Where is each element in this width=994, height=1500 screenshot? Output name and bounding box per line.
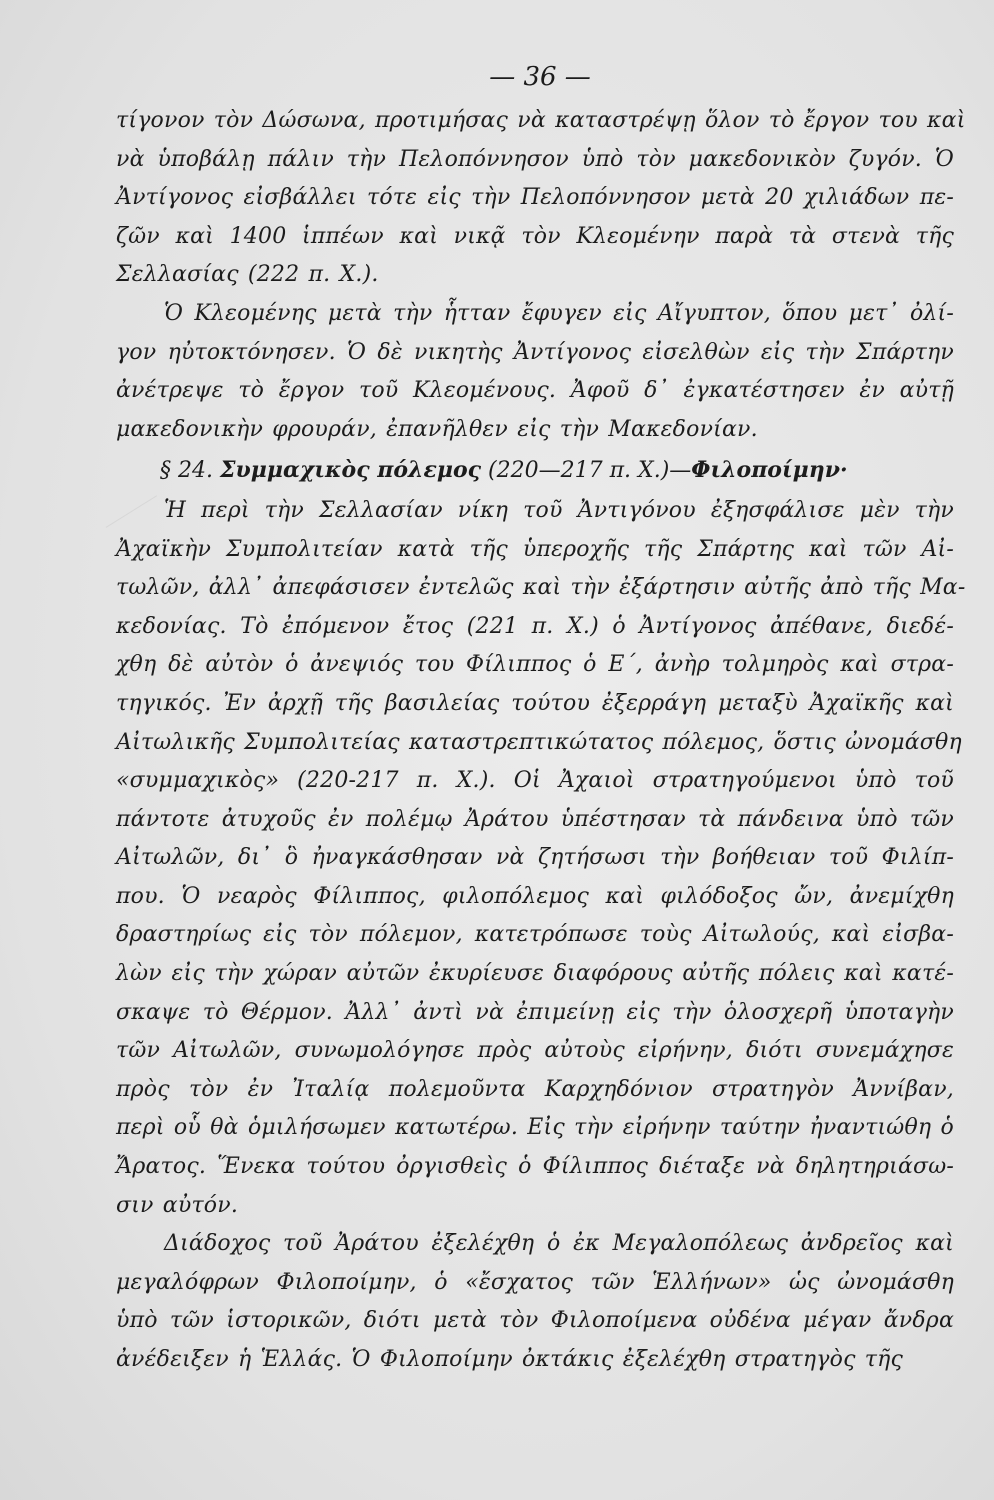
text-line: περὶ οὗ θὰ ὁμιλήσωμεν κατωτέρω. Εἰς τὴν εἰρήνην ταύτην ἠναντιώθη ὁ <box>116 1115 954 1141</box>
text-line: Αἰτωλικῆς Συμπολιτείας καταστρεπτικώτατος πόλεμος, ὅστις ὠνομάσθη <box>116 729 962 755</box>
section-title: Συμμαχικὸς πόλεμος <box>219 457 482 484</box>
section-dates: (220—217 π. Χ.)— <box>488 458 692 484</box>
text-line: που. Ὁ νεαρὸς Φίλιππος, φιλοπόλεμος καὶ φιλόδοξος ὤν, ἀνεμίχθη <box>116 883 954 909</box>
section-symbol: § 24. <box>160 458 213 484</box>
text-line: «συμμαχικὸς» (220-217 π. Χ.). Οἱ Ἀχαιοὶ στρατηγούμενοι ὑπὸ τοῦ <box>116 768 954 794</box>
paragraph <box>116 492 966 1225</box>
text-line: ὑπὸ τῶν ἱστορικῶν, διότι μετὰ τὸν Φιλοποίμενα οὐδένα μέγαν ἄνδρα <box>116 1308 954 1334</box>
section-heading <box>116 451 954 490</box>
text-line: Σελλασίας (222 π. Χ.). <box>116 262 379 288</box>
text-line: σκαψε τὸ Θέρμον. Ἀλλ᾽ ἀντὶ νὰ ἐπιμείνῃ εἰς τὴν ὁλοσχερῆ ὑποταγὴν <box>116 999 954 1025</box>
text-line: Ὁ Κλεομένης μετὰ τὴν ἧτταν ἔφυγεν εἰς Αἴγυπτον, ὅπου μετ᾽ ὀλί- <box>164 300 954 326</box>
paragraph <box>116 295 954 449</box>
text-line: ἀνέτρεψε τὸ ἔργον τοῦ Κλεομένους. Ἀφοῦ δ᾽ ἐγκατέστησεν ἐν αὐτῇ <box>116 378 954 404</box>
paragraph <box>116 1225 954 1379</box>
text-line: γον ηὐτοκτόνησεν. Ὁ δὲ νικητὴς Ἀντίγονος εἰσελθὼν εἰς τὴν Σπάρτην <box>116 339 954 365</box>
page-number: — 36 — <box>489 62 591 92</box>
text-line: τηγικός. Ἐν ἀρχῇ τῆς βασιλείας τούτου ἐξερράγη μεταξὺ Ἀχαϊκῆς καὶ <box>116 690 954 716</box>
text-line: Ἄρατος. Ἕνεκα τούτου ὀργισθεὶς ὁ Φίλιππος διέταξε νὰ δηλητηριάσω- <box>116 1154 954 1180</box>
text-line: Διάδοχος τοῦ Ἀράτου ἐξελέχθη ὁ ἐκ Μεγαλοπόλεως ἀνδρεῖος καὶ <box>164 1231 954 1257</box>
text-line: Ἡ περὶ τὴν Σελλασίαν νίκη τοῦ Ἀντιγόνου ἐξησφάλισε μὲν τὴν <box>164 497 954 523</box>
text-line: μακεδονικὴν φρουράν, ἐπανῆλθεν εἰς τὴν Μακεδονίαν. <box>116 416 758 442</box>
text-after-section <box>116 492 966 1380</box>
text-line: χθη δὲ αὐτὸν ὁ ἀνεψιός του Φίλιππος ὁ Ε΄, ἀνὴρ τολμηρὸς καὶ στρα- <box>116 652 954 678</box>
paragraph <box>116 102 966 295</box>
text-line: τωλῶν, ἀλλ᾽ ἀπεφάσισεν ἐντελῶς καὶ τὴν ἐξάρτησιν αὐτῆς ἀπὸ τῆς Μα- <box>116 575 966 601</box>
text-line: σιν αὐτόν. <box>116 1192 239 1218</box>
body-text <box>116 102 966 1380</box>
section-name: Φιλοποίμην· <box>691 457 848 484</box>
text-line: λὼν εἰς τὴν χώραν αὐτῶν ἐκυρίευσε διαφόρους αὐτῆς πόλεις καὶ κατέ- <box>116 961 954 987</box>
text-before-section <box>116 102 966 449</box>
text-line: μεγαλόφρων Φιλοποίμην, ὁ «ἔσχατος τῶν Ἑλλήνων» ὡς ὠνομάσθη <box>116 1269 954 1295</box>
text-line: τῶν Αἰτωλῶν, συνωμολόγησε πρὸς αὐτοὺς εἰρήνην, διότι συνεμάχησε <box>116 1038 954 1064</box>
text-line: Ἀντίγονος εἰσβάλλει τότε εἰς τὴν Πελοπόννησον μετὰ 20 χιλιάδων πε- <box>116 185 954 211</box>
text-line: Αἰτωλῶν, δι᾽ ὃ ἠναγκάσθησαν νὰ ζητήσωσι τὴν βοήθειαν τοῦ Φιλίπ- <box>116 845 954 871</box>
text-line: τίγονον τὸν Δώσωνα, προτιμήσας νὰ καταστρέψῃ ὅλον τὸ ἔργον του καὶ <box>116 108 966 133</box>
text-line: νὰ ὑποβάλῃ πάλιν τὴν Πελοπόννησον ὑπὸ τὸν μακεδονικὸν ζυγόν. Ὁ <box>116 146 954 172</box>
text-line: δραστηρίως εἰς τὸν πόλεμον, κατετρόπωσε τοὺς Αἰτωλούς, καὶ εἰσβα- <box>116 922 954 948</box>
text-line: πάντοτε ἀτυχοῦς ἐν πολέμῳ Ἀράτου ὑπέστησαν τὰ πάνδεινα ὑπὸ τῶν <box>116 806 954 832</box>
text-line: κεδονίας. Τὸ ἐπόμενον ἔτος (221 π. Χ.) ὁ Ἀντίγονος ἀπέθανε, διεδέ- <box>116 613 954 639</box>
text-line: Ἀχαϊκὴν Συμπολιτείαν κατὰ τῆς ὑπεροχῆς τῆς Σπάρτης καὶ τῶν Αἰ- <box>116 536 954 562</box>
text-line: ζῶν καὶ 1400 ἱππέων καὶ νικᾷ τὸν Κλεομένην παρὰ τὰ στενὰ τῆς <box>116 223 954 249</box>
text-line: ἀνέδειξεν ἡ Ἑλλάς. Ὁ Φιλοποίμην ὀκτάκις ἐξελέχθη στρατηγὸς τῆς <box>116 1347 904 1372</box>
text-line: πρὸς τὸν ἐν Ἰταλίᾳ πολεμοῦντα Καρχηδόνιον στρατηγὸν Ἀννίβαν, <box>116 1076 954 1102</box>
